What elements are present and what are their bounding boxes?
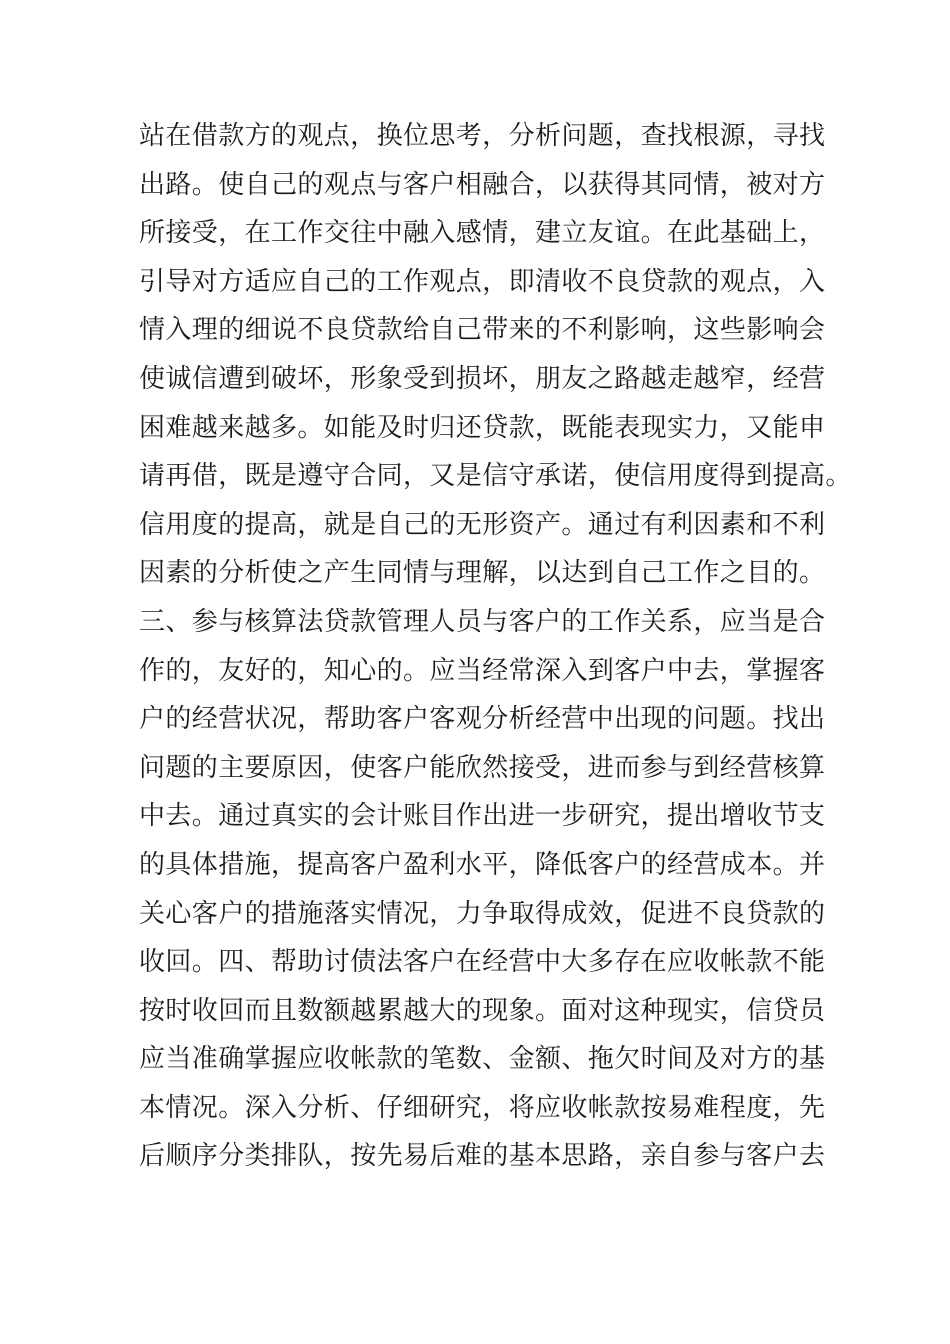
text-line: 作的，友好的，知心的。应当经常深入到客户中去，掌握客 — [139, 655, 826, 686]
text-line: 户的经营状况，帮助客户客观分析经营中出现的问题。找出 — [139, 704, 826, 735]
text-line: 请再借，既是遵守合同，又是信守承诺，使信用度得到提高。 — [139, 461, 852, 492]
text-line: 使诚信遭到破坏，形象受到损坏，朋友之路越走越窄，经营 — [139, 363, 826, 394]
text-line: 中去。通过真实的会计账目作出进一步研究，提出增收节支 — [139, 801, 826, 832]
body-text — [139, 112, 852, 1181]
text-line: 出路。使自己的观点与客户相融合，以获得其同情，被对方 — [139, 169, 826, 200]
text-line: 引导对方适应自己的工作观点，即清收不良贷款的观点，入 — [139, 266, 826, 297]
text-line: 收回。四、帮助讨债法客户在经营中大多存在应收帐款不能 — [139, 947, 826, 978]
text-line: 关心客户的措施落实情况，力争取得成效，促进不良贷款的 — [139, 898, 826, 929]
text-line: 后顺序分类排队，按先易后难的基本思路，亲自参与客户去 — [139, 1141, 826, 1172]
text-line: 三、参与核算法贷款管理人员与客户的工作关系，应当是合 — [139, 606, 826, 637]
text-line: 所接受，在工作交往中融入感情，建立友谊。在此基础上， — [139, 218, 826, 249]
text-line: 本情况。深入分析、仔细研究，将应收帐款按易难程度，先 — [139, 1092, 826, 1123]
text-line: 问题的主要原因，使客户能欣然接受，进而参与到经营核算 — [139, 752, 826, 783]
text-line: 情入理的细说不良贷款给自己带来的不利影响，这些影响会 — [139, 315, 826, 346]
text-line: 按时收回而且数额越累越大的现象。面对这种现实，信贷员 — [139, 995, 826, 1026]
text-line: 的具体措施，提高客户盈利水平，降低客户的经营成本。并 — [139, 849, 826, 880]
text-line: 因素的分析使之产生同情与理解，以达到自己工作之目的。 — [139, 558, 826, 589]
text-line: 困难越来越多。如能及时归还贷款，既能表现实力，又能申 — [139, 412, 826, 443]
text-line: 应当准确掌握应收帐款的笔数、金额、拖欠时间及对方的基 — [139, 1044, 826, 1075]
text-line: 信用度的提高，就是自己的无形资产。通过有利因素和不利 — [139, 509, 826, 540]
text-line: 站在借款方的观点，换位思考，分析问题，查找根源，寻找 — [139, 121, 826, 151]
